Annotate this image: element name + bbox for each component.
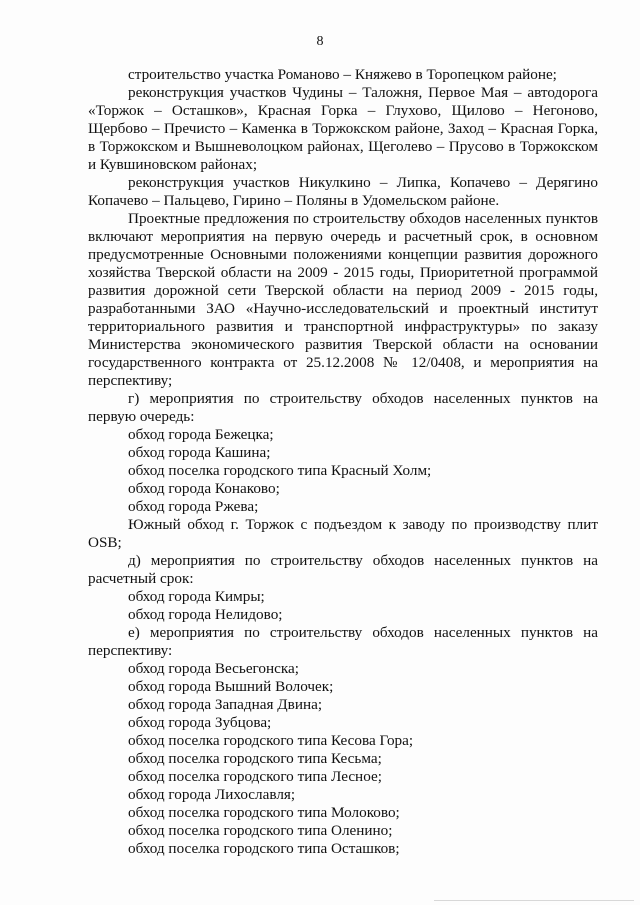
- list-item: обход города Лихославля;: [128, 786, 296, 803]
- list-item: обход города Кашина;: [128, 444, 271, 461]
- paragraph: Проектные предложения по строительству обходов населенных пунктов включают мероприятия на первую очередь и расчетный срок, в основном предусмотренные Основными положениями концепции развития дорожного хозяйства Тверской области на 2009 - 2015 годы, Приоритетной программой развития дорожной сети Тверской области на период 2009 - 2015 годы, разработанными ЗАО «Научно-исследовательский и проектный институт территориального развития и транспортной инфраструктуры» по заказу Министерства экономического развития Тверской области на основании государственного контракта от 25.12.2008 № 12/0408, и мероприятия на перспективу;: [88, 210, 598, 389]
- list-item: обход поселка городского типа Лесное;: [128, 768, 382, 785]
- list-item: обход города Вышний Волочек;: [128, 678, 334, 695]
- paragraph: реконструкция участков Никулкино – Липка, Копачево – Дерягино Копачево – Пальцево, Гирино – Поляны в Удомельском районе.: [88, 174, 598, 209]
- paragraph: реконструкция участков Чудины – Таложня, Первое Мая – автодорога «Торжок – Осташков», Красная Горка – Глухово, Щилово – Негоново, Щербово – Пречисто – Каменка в Торжокском районе, Заход – Красная Горка, в Торжокском и Вышневолоцком районах, Щеголево – Прусово в Торжокском и Кувшиновском районах;: [88, 84, 598, 173]
- list-item: обход города Западная Двина;: [128, 696, 323, 713]
- list-item: обход города Ржева;: [128, 498, 259, 515]
- list-item: обход поселка городского типа Красный Холм;: [128, 462, 432, 479]
- list-item: обход города Зубцова;: [128, 714, 272, 731]
- scan-edge-line: [434, 900, 634, 901]
- list-item: обход города Нелидово;: [128, 606, 283, 623]
- page-number: 8: [316, 34, 324, 49]
- list-item: обход поселка городского типа Кесьма;: [128, 750, 382, 767]
- list-item: обход города Кимры;: [128, 588, 265, 605]
- list-item: обход поселка городского типа Кесова Гора;: [128, 732, 414, 749]
- list-item: обход города Конаково;: [128, 480, 280, 497]
- list-item: обход поселка городского типа Осташков;: [128, 840, 400, 857]
- list-item: обход города Весьегонска;: [128, 660, 299, 677]
- paragraph: д) мероприятия по строительству обходов населенных пунктов на расчетный срок:: [88, 552, 598, 587]
- list-item: обход города Бежецка;: [128, 426, 274, 443]
- paragraph: Южный обход г. Торжок с подъездом к заводу по производству плит OSB;: [88, 516, 598, 551]
- paragraph: е) мероприятия по строительству обходов населенных пунктов на перспективу:: [88, 624, 598, 659]
- document-body: [88, 66, 598, 858]
- paragraph: строительство участка Романово – Княжево в Торопецком районе;: [128, 66, 557, 83]
- list-item: обход поселка городского типа Оленино;: [128, 822, 393, 839]
- paragraph: г) мероприятия по строительству обходов населенных пунктов на первую очередь:: [88, 390, 598, 425]
- list-item: обход поселка городского типа Молоково;: [128, 804, 400, 821]
